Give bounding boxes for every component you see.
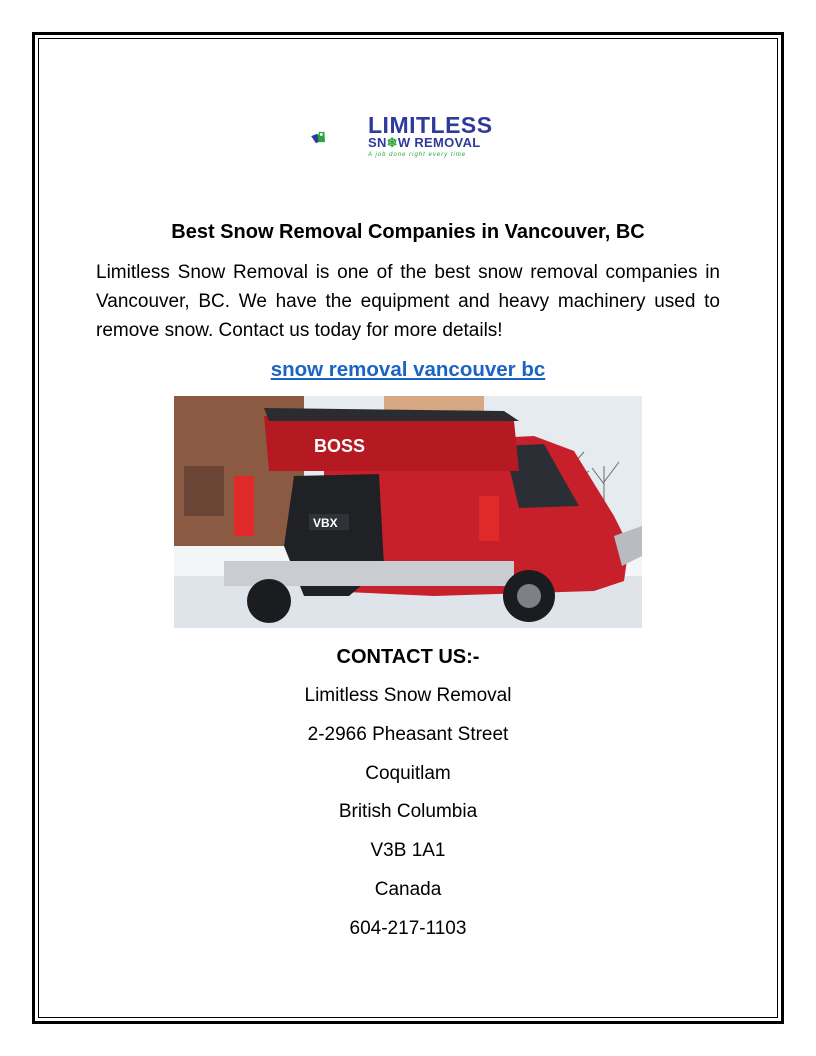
snow-removal-link[interactable]: snow removal vancouver bc <box>270 358 546 381</box>
intro-paragraph: Limitless Snow Removal is one of the best snow removal companies in Vancouver, BC. We have the equipment and heavy machinery used to remove snow. Contact us today for more details! <box>96 262 720 341</box>
contact-phone: 604-217-1103 <box>349 918 467 939</box>
snowflake-icon: ❄ <box>386 135 398 150</box>
logo-subtitle: SN❄W REMOVAL <box>368 135 481 150</box>
contact-city: Coquitlam <box>365 763 451 784</box>
page-title: Best Snow Removal Companies in Vancouver, BC <box>171 221 645 243</box>
contact-postal-code: V3B 1A1 <box>370 840 446 861</box>
contact-country: Canada <box>374 879 442 900</box>
spreader-model-label: VBX <box>313 516 338 530</box>
truck-photo <box>174 396 642 628</box>
logo-title: LIMITLESS <box>368 112 493 138</box>
contact-company: Limitless Snow Removal <box>304 685 512 706</box>
logo-emblem <box>310 112 370 162</box>
logo-tagline: A job done right every time <box>368 152 467 158</box>
link-container <box>96 356 720 384</box>
contact-heading: CONTACT US:- <box>336 646 480 668</box>
contact-street: 2-2966 Pheasant Street <box>307 724 509 745</box>
contact-province: British Columbia <box>338 801 478 822</box>
spreader-brand-label: BOSS <box>314 436 366 456</box>
truck-photo-illustration <box>174 396 642 628</box>
